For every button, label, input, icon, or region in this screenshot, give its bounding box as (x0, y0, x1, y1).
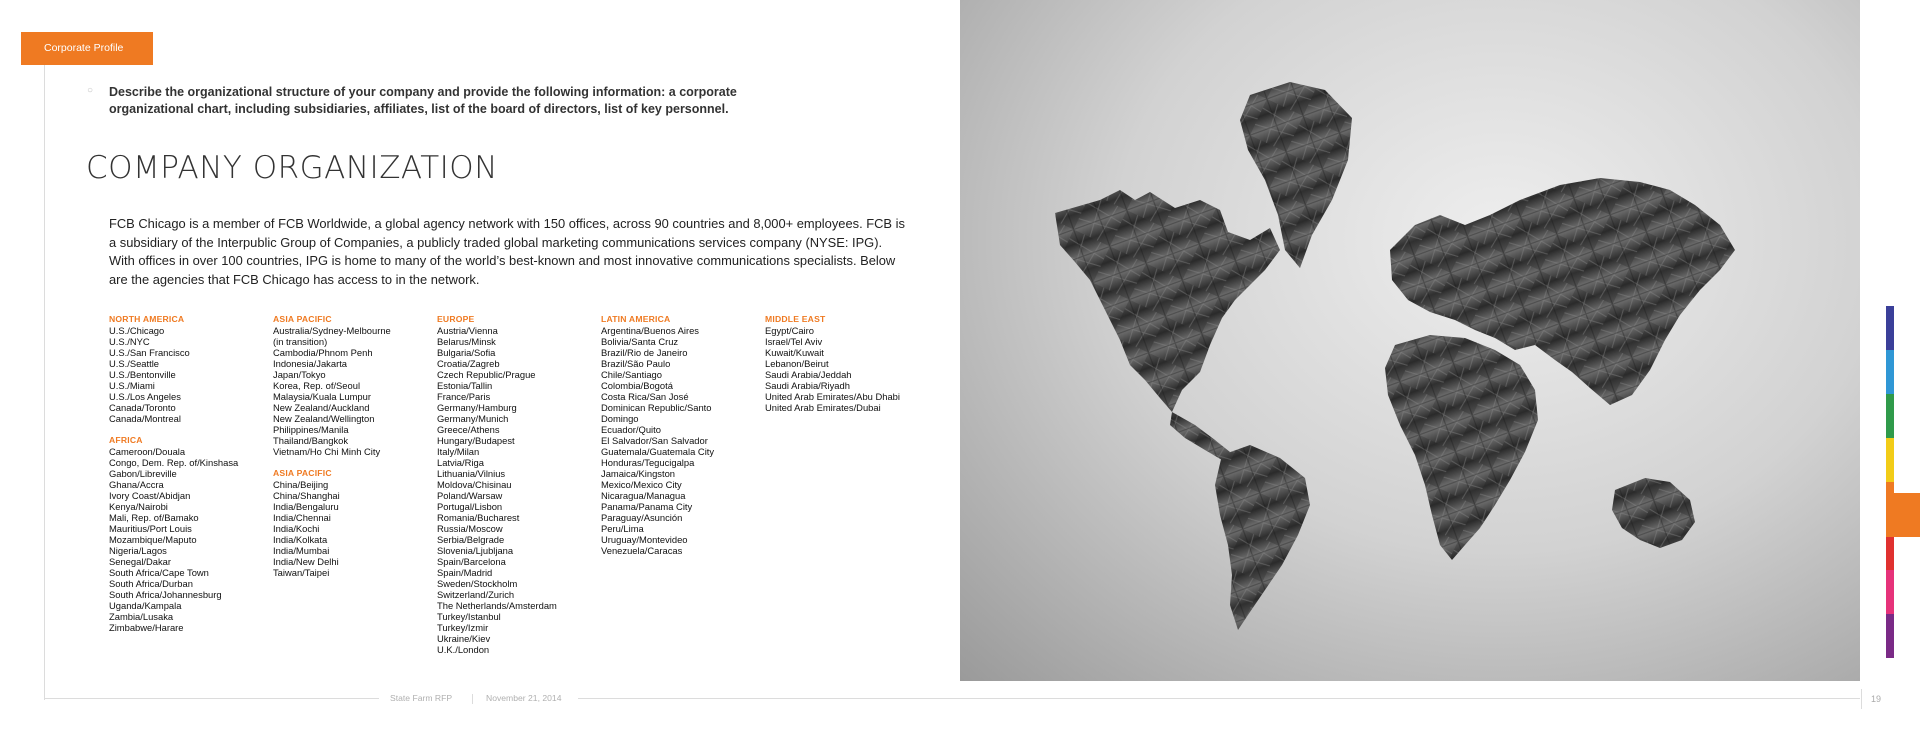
office-entry: India/Mumbai (273, 545, 330, 556)
office-entry: Czech Republic/Prague (437, 369, 536, 380)
office-entry: Chile/Santiago (601, 369, 662, 380)
office-list (765, 325, 925, 413)
office-entry: Austria/Vienna (437, 325, 498, 336)
office-entry: Senegal/Dakar (109, 556, 172, 567)
office-entry: Kuwait/Kuwait (765, 347, 824, 358)
office-entry: India/Kolkata (273, 534, 328, 545)
active-color-tab (1886, 493, 1920, 537)
speech-bubble-icon: ○ (87, 85, 94, 96)
office-entry: Gabon/Libreville (109, 468, 177, 479)
office-entry: Belarus/Minsk (437, 336, 496, 347)
office-entry: Kenya/Nairobi (109, 501, 168, 512)
office-entry: Spain/Madrid (437, 567, 493, 578)
office-entry: Croatia/Zagreb (437, 358, 500, 369)
office-entry: U.S./NYC (109, 336, 150, 347)
world-map-image (960, 0, 1860, 681)
office-entry: Lithuania/Vilnius (437, 468, 506, 479)
office-entry: Congo, Dem. Rep. of/Kinshasa (109, 457, 239, 468)
office-entry: Brazil/Rio de Janeiro (601, 347, 688, 358)
office-entry: Ghana/Accra (109, 479, 164, 490)
office-entry: Brazil/São Paulo (601, 358, 671, 369)
office-entry: India/Kochi (273, 523, 320, 534)
office-entry: Russia/Moscow (437, 523, 503, 534)
office-entry: South Africa/Cape Town (109, 567, 209, 578)
region-heading-middle-east: MIDDLE EAST (765, 314, 826, 324)
office-entry: Poland/Warsaw (437, 490, 503, 501)
color-bar-8 (1886, 614, 1894, 658)
office-list (601, 325, 761, 556)
office-entry: Canada/Montreal (109, 413, 181, 424)
office-entry: Colombia/Bogotá (601, 380, 673, 391)
office-entry: Italy/Milan (437, 446, 480, 457)
office-entry: Japan/Tokyo (273, 369, 326, 380)
office-entry: Mali, Rep. of/Bamako (109, 512, 199, 523)
region-heading-north-america: NORTH AMERICA (109, 314, 185, 324)
office-entry: Spain/Barcelona (437, 556, 506, 567)
office-entry: India/Bengaluru (273, 501, 339, 512)
office-entry: Sweden/Stockholm (437, 578, 518, 589)
office-entry: U.S./Los Angeles (109, 391, 181, 402)
office-entry: Moldova/Chisinau (437, 479, 512, 490)
central-america-shape (1170, 412, 1230, 460)
office-entry: Dominican Republic/Santo (601, 402, 712, 413)
office-entry: Serbia/Belgrade (437, 534, 505, 545)
office-entry: Switzerland/Zurich (437, 589, 515, 600)
office-entry: Romania/Bucharest (437, 512, 520, 523)
office-entry: Mexico/Mexico City (601, 479, 682, 490)
office-entry: Portugal/Lisbon (437, 501, 503, 512)
office-entry: New Zealand/Auckland (273, 402, 370, 413)
office-entry: Ukraine/Kiev (437, 633, 491, 644)
office-column-2 (273, 314, 433, 578)
office-entry: China/Shanghai (273, 490, 340, 501)
office-entry: Mauritius/Port Louis (109, 523, 192, 534)
office-entry: United Arab Emirates/Dubai (765, 402, 881, 413)
office-entry: China/Beijing (273, 479, 329, 490)
office-entry: Philippines/Manila (273, 424, 349, 435)
office-entry: Mozambique/Maputo (109, 534, 197, 545)
office-entry: Nigeria/Lagos (109, 545, 167, 556)
region-heading-europe: EUROPE (437, 314, 475, 324)
office-entry: Germany/Hamburg (437, 402, 517, 413)
office-entry: France/Paris (437, 391, 491, 402)
office-entry: Latvia/Riga (437, 457, 484, 468)
office-entry: Hungary/Budapest (437, 435, 515, 446)
footer-line-left (44, 698, 379, 699)
office-entry: Uganda/Kampala (109, 600, 182, 611)
office-entry: Costa Rica/San José (601, 391, 689, 402)
office-entry: Peru/Lima (601, 523, 644, 534)
office-entry: Germany/Munich (437, 413, 509, 424)
office-entry: Panama/Panama City (601, 501, 693, 512)
office-entry: Guatemala/Guatemala City (601, 446, 715, 457)
office-entry: Canada/Toronto (109, 402, 176, 413)
office-entry: Korea, Rep. of/Seoul (273, 380, 361, 391)
office-entry: U.S./Bentonville (109, 369, 176, 380)
office-entry: Paraguay/Asunción (601, 512, 683, 523)
office-list (273, 479, 433, 578)
color-bar-1 (1886, 306, 1894, 350)
page-number: 19 (1861, 689, 1890, 709)
color-bar-3 (1886, 394, 1894, 438)
office-entry: Argentina/Buenos Aires (601, 325, 699, 336)
africa-shape (1385, 335, 1538, 560)
office-entry: India/Chennai (273, 512, 331, 523)
office-entry: Thailand/Bangkok (273, 435, 349, 446)
office-entry: Slovenia/Ljubljana (437, 545, 514, 556)
region-heading-asia-pacific-2: ASIA PACIFIC (273, 468, 332, 478)
office-entry: Turkey/Istanbul (437, 611, 501, 622)
office-list (109, 446, 269, 633)
office-entry: Taiwan/Taipei (273, 567, 330, 578)
office-entry: Greece/Athens (437, 424, 500, 435)
office-list (437, 325, 597, 655)
office-entry: United Arab Emirates/Abu Dhabi (765, 391, 900, 402)
office-entry: Venezuela/Caracas (601, 545, 683, 556)
footer-client: State Farm RFP (390, 693, 453, 703)
office-entry: South Africa/Durban (109, 578, 193, 589)
office-entry: Israel/Tel Aviv (765, 336, 823, 347)
office-entry: India/New Delhi (273, 556, 339, 567)
color-bar-7 (1886, 570, 1894, 614)
office-list (273, 325, 433, 457)
office-list (109, 325, 269, 424)
region-heading-latin-america: LATIN AMERICA (601, 314, 671, 324)
north-america-shape (1055, 190, 1280, 412)
page-frame-line (44, 65, 45, 700)
office-entry: Malaysia/Kuala Lumpur (273, 391, 371, 402)
office-column-3 (437, 314, 597, 655)
office-entry: South Africa/Johannesburg (109, 589, 222, 600)
office-entry: Ecuador/Quito (601, 424, 661, 435)
footer-date: November 21, 2014 (486, 693, 562, 703)
office-entry: Cameroon/Douala (109, 446, 186, 457)
office-column-1 (109, 314, 269, 633)
office-entry: Jamaica/Kingston (601, 468, 675, 479)
office-entry: Vietnam/Ho Chi Minh City (273, 446, 381, 457)
office-entry: Saudi Arabia/Jeddah (765, 369, 852, 380)
office-entry: U.S./Miami (109, 380, 155, 391)
office-entry: Uruguay/Montevideo (601, 534, 688, 545)
office-entry: Australia/Sydney-Melbourne (273, 325, 391, 336)
office-entry: U.K./London (437, 644, 490, 655)
office-entry: Turkey/Izmir (437, 622, 489, 633)
office-entry: Nicaragua/Managua (601, 490, 686, 501)
office-entry: Saudi Arabia/Riyadh (765, 380, 850, 391)
south-america-shape (1215, 445, 1310, 630)
question-text: Describe the organizational structure of your company and provide the following information: a corporate organizational chart, including subsidiaries, affiliates, list of the board of directors, list of key personnel. (109, 85, 737, 116)
office-entry: U.S./San Francisco (109, 347, 190, 358)
office-entry: Indonesia/Jakarta (273, 358, 348, 369)
region-heading-asia-pacific: ASIA PACIFIC (273, 314, 332, 324)
office-entry: New Zealand/Wellington (273, 413, 375, 424)
section-tab: Corporate Profile (21, 32, 153, 65)
color-bar-2 (1886, 350, 1894, 394)
office-entry: Estonia/Tallin (437, 380, 493, 391)
footer-separator (472, 694, 473, 704)
office-entry: The Netherlands/Amsterdam (437, 600, 557, 611)
page-title: COMPANY ORGANIZATION (86, 150, 498, 186)
office-entry: U.S./Chicago (109, 325, 165, 336)
office-entry: Ivory Coast/Abidjan (109, 490, 191, 501)
footer-line-right (578, 698, 1860, 699)
region-heading-africa: AFRICA (109, 435, 143, 445)
office-entry: Zambia/Lusaka (109, 611, 174, 622)
office-entry: Egypt/Cairo (765, 325, 814, 336)
office-column-4 (601, 314, 761, 556)
office-entry: (in transition) (273, 336, 328, 347)
office-entry: Zimbabwe/Harare (109, 622, 184, 633)
office-entry: Cambodia/Phnom Penh (273, 347, 373, 358)
office-entry: U.S./Seattle (109, 358, 160, 369)
office-entry: Bulgaria/Sofia (437, 347, 496, 358)
intro-paragraph: FCB Chicago is a member of FCB Worldwide, a global agency network with 150 offices, across 90 countries and 8,000+ employees. FCB is a subsidiary of the Interpublic Group of Companies, a publicly traded global marketing communications services company (NYSE: IPG). With offices in over 100 countries, IPG is home to many of the world’s best-known and most innovative communications specialists. Below are the agencies that FCB Chicago has access to in the network. (109, 216, 905, 287)
office-entry: Domingo (601, 413, 639, 424)
office-entry: Bolivia/Santa Cruz (601, 336, 679, 347)
office-entry: Lebanon/Beirut (765, 358, 829, 369)
office-entry: Honduras/Tegucigalpa (601, 457, 695, 468)
australia-shape (1612, 478, 1695, 548)
office-column-5 (765, 314, 925, 413)
office-entry: El Salvador/San Salvador (601, 435, 708, 446)
color-bar-4 (1886, 438, 1894, 482)
